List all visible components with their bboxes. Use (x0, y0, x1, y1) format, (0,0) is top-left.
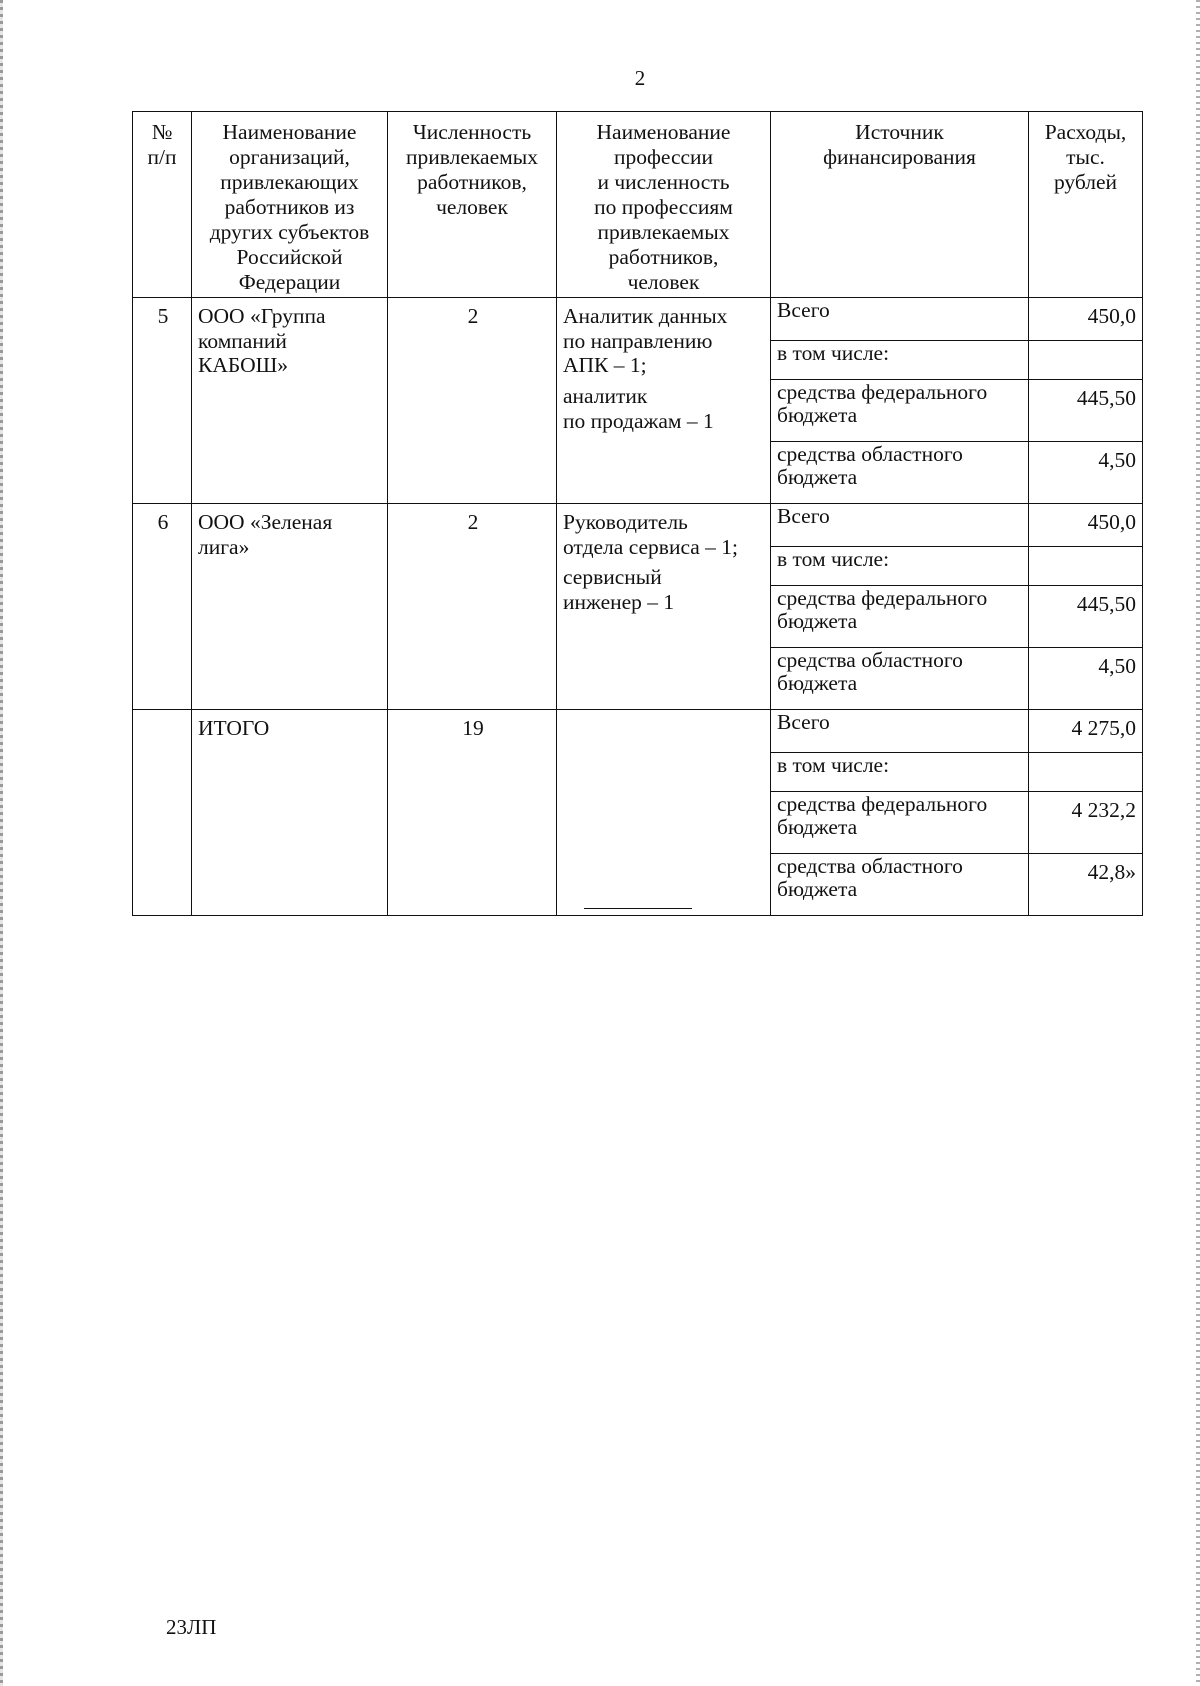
expense-amount (1029, 340, 1143, 379)
page-number: 2 (634, 66, 646, 90)
funding-source: в том числе: (771, 546, 1029, 585)
funding-source: Всего (771, 503, 1029, 546)
funding-source: средства областного бюджета (771, 647, 1029, 709)
expense-amount: 4 232,2 (1029, 791, 1143, 853)
expense-amount: 445,50 (1029, 379, 1143, 441)
profession-list (557, 503, 771, 709)
expense-amount (1029, 546, 1143, 585)
table-row (133, 297, 1143, 340)
funding-source: средства федерального бюджета (771, 379, 1029, 441)
profession-item: Руководитель отдела сервиса – 1; (563, 509, 739, 559)
organization-name: ООО «Группа компаний КАБОШ» (192, 297, 388, 503)
expense-amount: 4,50 (1029, 647, 1143, 709)
row-number: 6 (133, 503, 192, 709)
col-header-worker-count: Численность привлекаемых работников, человек (388, 112, 557, 298)
expense-amount: 4,50 (1029, 441, 1143, 503)
expense-amount: 450,0 (1029, 503, 1143, 546)
expense-amount: 450,0 (1029, 297, 1143, 340)
expense-amount (1029, 752, 1143, 791)
worker-count: 2 (388, 503, 557, 709)
funding-source: средства федерального бюджета (771, 585, 1029, 647)
funding-source: средства областного бюджета (771, 441, 1029, 503)
expense-amount: 445,50 (1029, 585, 1143, 647)
col-header-expenses: Расходы, тыс. рублей (1029, 112, 1143, 298)
col-header-number: № п/п (133, 112, 192, 298)
profession-item: сервисный инженер – 1 (563, 565, 675, 615)
profession-item: аналитик по продажам – 1 (563, 384, 714, 434)
worker-count: 2 (388, 297, 557, 503)
funding-source: средства федерального бюджета (771, 791, 1029, 853)
col-header-funding-source: Источник финансирования (771, 112, 1029, 298)
funding-source: Всего (771, 297, 1029, 340)
funding-source: в том числе: (771, 340, 1029, 379)
col-header-organization: Наименование организаций, привлекающих работников из других субъектов Российской Федерации (192, 112, 388, 298)
profession-item: Аналитик данных по направлению АПК – 1; (563, 303, 728, 378)
funding-source: средства областного бюджета (771, 853, 1029, 915)
scan-edge-right (1196, 0, 1200, 1686)
expense-amount: 42,8» (1029, 853, 1143, 915)
funding-source: в том числе: (771, 752, 1029, 791)
profession-list (557, 709, 771, 915)
organization-name: ИТОГО (192, 709, 388, 915)
closing-rule (584, 908, 692, 909)
col-header-profession: Наименование профессии и численность по профессиям привлекаемых работников, человек (557, 112, 771, 298)
expense-amount: 4 275,0 (1029, 709, 1143, 752)
document-code: 23ЛП (166, 1615, 217, 1639)
header-row (133, 112, 1143, 298)
profession-list (557, 297, 771, 503)
table-row-total (133, 709, 1143, 752)
staffing-table (132, 111, 1143, 916)
row-number (133, 709, 192, 915)
scan-edge-left (0, 0, 3, 1686)
worker-count: 19 (388, 709, 557, 915)
row-number: 5 (133, 297, 192, 503)
funding-source: Всего (771, 709, 1029, 752)
organization-name: ООО «Зеленая лига» (192, 503, 388, 709)
table-row (133, 503, 1143, 546)
